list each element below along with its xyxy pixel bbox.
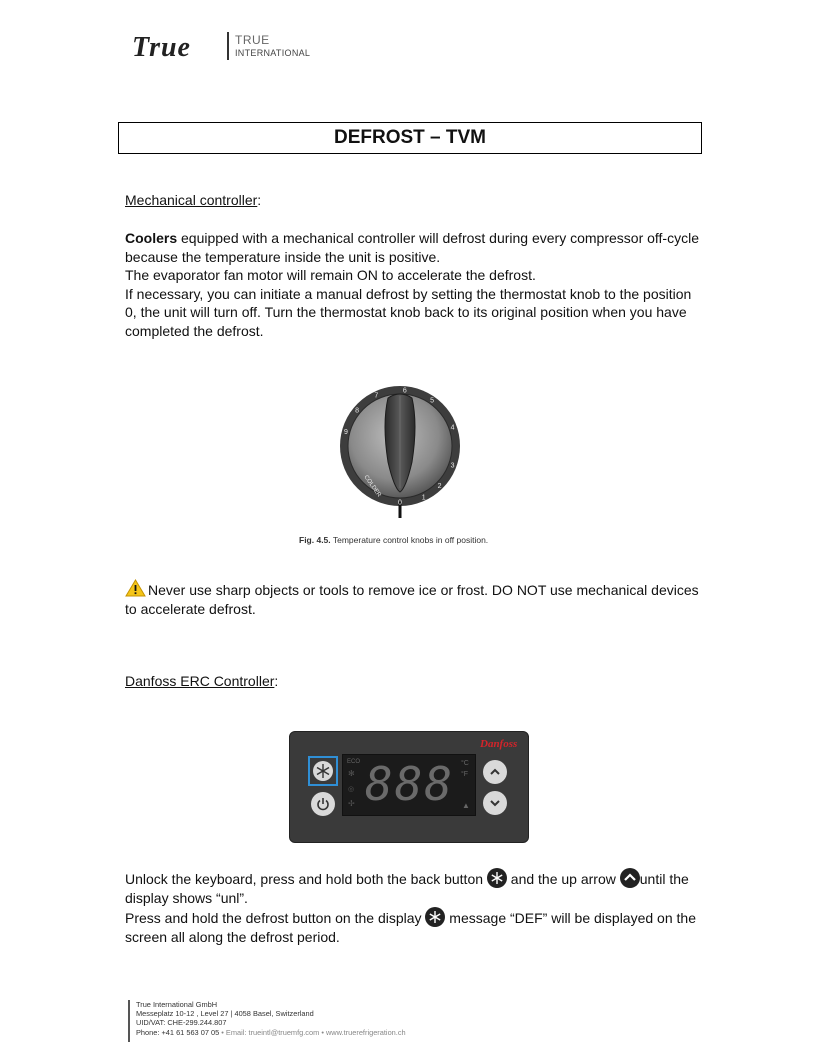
instruction-2b: message “DEF” will be displayed on the screen all along the defrost period.: [125, 910, 696, 945]
mechanical-heading-row: [125, 192, 261, 208]
danfoss-heading-row: [125, 673, 278, 689]
knob-number-7: 7: [374, 392, 379, 400]
knob-number-3: 3: [450, 462, 455, 470]
instruction-1b: and the up arrow: [506, 871, 620, 887]
paragraph-2: The evaporator fan motor will remain ON to accelerate the defrost.: [125, 267, 536, 284]
logo-script-text: True: [132, 32, 191, 63]
unlock-instructions: [125, 868, 705, 946]
controller-display: [342, 754, 476, 816]
knob-number-6: 6: [402, 387, 407, 395]
mechanical-description: [125, 229, 705, 341]
footer-vat: UID/VAT: CHE-299.244.807: [136, 1018, 227, 1028]
page-title-box: [118, 122, 702, 154]
warning-block: [125, 579, 700, 618]
footer-phone: Phone: +41 61 563 07 05: [136, 1027, 220, 1037]
display-compressor-icon: ◎: [348, 786, 355, 793]
thermostat-knob-icon: [338, 384, 462, 520]
logo-line-1: TRUE: [235, 33, 270, 47]
thermostat-knob-figure: [338, 384, 462, 520]
knob-number-5: 5: [430, 397, 435, 405]
instruction-1a: Unlock the keyboard, press and hold both the back button: [125, 871, 487, 887]
knob-number-4: 4: [450, 424, 455, 432]
footer-address: Messeplatz 10-12 , Level 27 | 4058 Basel, Switzerland: [136, 1009, 314, 1019]
logo-divider: [227, 32, 229, 60]
instruction-2a: Press and hold the defrost button on the display: [125, 910, 426, 927]
inline-chevron-up-icon: [620, 868, 640, 888]
knob-number-1: 1: [421, 494, 426, 502]
figure-caption: [299, 535, 488, 545]
logo-line-2: INTERNATIONAL: [235, 48, 311, 58]
heading-colon-2: :: [274, 673, 279, 689]
figure-label: Fig. 4.5.: [299, 535, 331, 545]
knob-number-2: 2: [437, 483, 442, 491]
company-logo: [132, 30, 332, 62]
display-fan-icon: ✢: [348, 799, 355, 808]
unit-fahrenheit: °F: [461, 771, 469, 778]
inline-snowflake-icon: [487, 868, 507, 888]
instruction-line-1: [125, 868, 705, 907]
knob-number-9: 9: [343, 429, 348, 437]
knob-number-0: 0: [398, 499, 402, 507]
coolers-bold: Coolers: [125, 230, 178, 246]
display-snowflake-icon: ✻: [348, 769, 355, 778]
instruction-line-2: [125, 907, 705, 946]
inline-snowflake-icon-2: [425, 907, 445, 927]
figure-caption-text: Temperature control knobs in off position.: [330, 535, 489, 545]
eco-label: ECO: [347, 759, 361, 765]
paragraph-3: If necessary, you can initiate a manual defrost by setting the thermostat knob to the position 0, the unit will turn off. Turn the thermostat knob back to its original position when you have completed the defrost.: [125, 285, 692, 339]
warning-icon: [125, 579, 146, 597]
danfoss-heading: Danfoss ERC Controller: [125, 673, 275, 689]
mechanical-heading: Mechanical controller: [125, 192, 258, 208]
up-arrow-button[interactable]: [483, 760, 507, 784]
display-digits: 888: [365, 757, 455, 811]
chevron-down-icon: [489, 797, 501, 809]
instruction-1c: until the display shows “unl”.: [125, 871, 689, 906]
footer-contact-row: [136, 1028, 536, 1037]
paragraph-1-text: equipped with a mechanical controller will defrost during every compressor off-cycle because the temperature inside the unit is positive.: [125, 230, 699, 265]
knob-number-8: 8: [355, 407, 360, 415]
heading-colon: :: [257, 192, 262, 208]
knob-colder-label: COLDER: [362, 474, 382, 499]
unit-celsius: °C: [461, 760, 469, 767]
chevron-up-icon: [489, 766, 501, 778]
page-title: DEFROST – TVM: [333, 127, 486, 148]
danfoss-controller: [289, 731, 529, 843]
paragraph-1: [125, 229, 705, 266]
warning-text: Never use sharp objects or tools to remove ice or frost. DO NOT use mechanical devices to accelerate defrost.: [125, 582, 699, 617]
alarm-bell-icon: ▲: [462, 801, 470, 810]
defrost-button[interactable]: [308, 756, 338, 786]
danfoss-brand: Danfoss: [480, 738, 518, 750]
footer-email-web: • Email: trueintl@truemfg.com • www.truerefrigeration.ch: [219, 1027, 406, 1037]
page-footer: [128, 1000, 536, 1042]
power-button[interactable]: [311, 792, 335, 816]
footer-company: True International GmbH: [136, 1000, 218, 1009]
snowflake-icon: [312, 760, 334, 782]
down-arrow-button[interactable]: [483, 791, 507, 815]
power-icon: [316, 797, 330, 811]
